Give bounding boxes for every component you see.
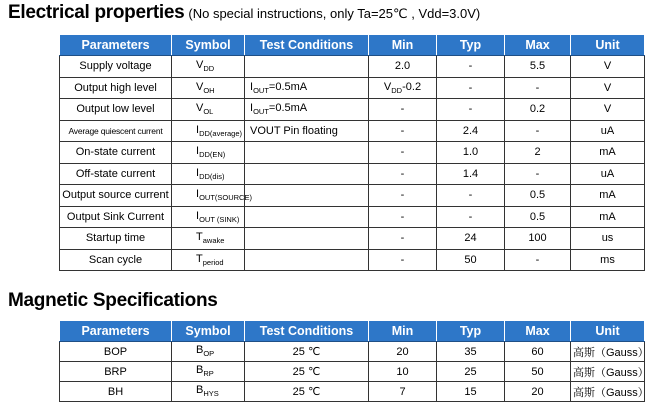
symbol-cell — [172, 228, 245, 250]
param-cell: On-state current — [60, 142, 172, 164]
typ-cell: 1.4 — [437, 163, 505, 185]
table-row — [60, 206, 645, 228]
min-cell: 2.0 — [369, 56, 437, 78]
unit-cell: mA — [571, 185, 645, 207]
condition-subscript: OUT — [253, 85, 269, 95]
symbol-subscript: OL — [203, 107, 214, 117]
symbol-main: I — [196, 209, 200, 222]
table-row — [60, 185, 645, 207]
min-cell: - — [369, 163, 437, 185]
typ-cell: - — [437, 99, 505, 121]
min-cell: - — [369, 142, 437, 164]
table-row — [60, 382, 645, 402]
min-rest: -0.2 — [402, 80, 422, 93]
symbol-cell — [172, 142, 245, 164]
symbol-text — [174, 102, 242, 116]
max-cell: - — [505, 120, 571, 142]
condition-cell — [245, 56, 369, 78]
condition-cell — [245, 163, 369, 185]
header-parameters: Parameters — [60, 321, 172, 342]
condition-cell — [245, 228, 369, 250]
typ-cell: - — [437, 56, 505, 78]
magnetic-table — [59, 320, 649, 402]
header-typ: Typ — [437, 35, 505, 56]
typ-cell: 25 — [437, 362, 505, 382]
max-cell: 50 — [505, 362, 571, 382]
symbol-text — [174, 81, 242, 95]
symbol-cell — [172, 362, 245, 382]
max-cell: 0.5 — [505, 206, 571, 228]
table-row — [60, 342, 645, 362]
typ-cell: 2.4 — [437, 120, 505, 142]
table-row — [60, 77, 645, 99]
header-min: Min — [369, 35, 437, 56]
unit-cell: ms — [571, 249, 645, 271]
header-min: Min — [369, 321, 437, 342]
min-subscript: DD — [391, 85, 403, 95]
symbol-cell — [172, 163, 245, 185]
param-cell: Supply voltage — [60, 56, 172, 78]
min-cell: - — [369, 99, 437, 121]
typ-cell: 15 — [437, 382, 505, 402]
symbol-text — [174, 210, 242, 224]
typ-cell: 35 — [437, 342, 505, 362]
param-cell: Output high level — [60, 77, 172, 99]
symbol-cell — [172, 249, 245, 271]
electrical-subtitle: (No special instructions, only Ta=25℃ , Vdd=3.0V) — [188, 6, 481, 21]
symbol-subscript: OUT(SOURCE) — [199, 193, 252, 203]
param-cell: BH — [60, 382, 172, 402]
symbol-text — [174, 167, 242, 181]
header-parameters: Parameters — [60, 35, 172, 56]
symbol-subscript: awake — [202, 236, 225, 246]
condition-cell — [245, 185, 369, 207]
symbol-subscript: RP — [203, 369, 214, 379]
symbol-text — [174, 344, 242, 358]
typ-cell: - — [437, 77, 505, 99]
table-row — [60, 228, 645, 250]
min-cell: - — [369, 206, 437, 228]
typ-cell: 1.0 — [437, 142, 505, 164]
unit-cell: V — [571, 77, 645, 99]
param-cell: Output Sink Current — [60, 206, 172, 228]
unit-cell: 高斯（Gauss） — [571, 342, 645, 362]
unit-cell: mA — [571, 206, 645, 228]
magnetic-heading — [8, 290, 218, 312]
min-cell: 7 — [369, 382, 437, 402]
typ-cell: - — [437, 206, 505, 228]
condition-subscript: OUT — [253, 107, 269, 117]
symbol-subscript: DD — [203, 64, 215, 74]
condition-rest: =0.5mA — [268, 102, 308, 115]
condition-main: I — [250, 80, 254, 93]
condition-main: I — [250, 102, 254, 115]
unit-cell: uA — [571, 163, 645, 185]
table-row — [60, 99, 645, 121]
symbol-text — [174, 145, 242, 159]
min-main: V — [383, 80, 392, 93]
condition-cell: 25 ℃ — [245, 362, 369, 382]
symbol-cell — [172, 56, 245, 78]
max-cell: 5.5 — [505, 56, 571, 78]
condition-rest: =0.5mA — [268, 80, 308, 93]
condition-cell — [245, 99, 369, 121]
condition-cell: VOUT Pin floating — [245, 120, 369, 142]
header-test-conditions: Test Conditions — [245, 35, 369, 56]
param-cell: Startup time — [60, 228, 172, 250]
condition-cell: 25 ℃ — [245, 342, 369, 362]
symbol-subscript: period — [202, 257, 224, 267]
min-cell: - — [369, 120, 437, 142]
max-cell: 100 — [505, 228, 571, 250]
header-max: Max — [505, 35, 571, 56]
symbol-main: T — [196, 231, 203, 244]
symbol-cell — [172, 206, 245, 228]
symbol-subscript: OP — [203, 349, 215, 359]
symbol-subscript: OUT (SINK) — [199, 214, 240, 224]
symbol-text — [174, 364, 242, 378]
min-cell — [369, 77, 437, 99]
symbol-main: I — [196, 145, 200, 158]
max-cell: - — [505, 249, 571, 271]
electrical-header-row — [60, 35, 645, 56]
symbol-main: V — [196, 102, 204, 115]
header-symbol: Symbol — [172, 35, 245, 56]
unit-cell: us — [571, 228, 645, 250]
condition-cell — [245, 77, 369, 99]
condition-cell: 25 ℃ — [245, 382, 369, 402]
min-cell: - — [369, 228, 437, 250]
condition-cell — [245, 142, 369, 164]
symbol-cell — [172, 99, 245, 121]
min-cell: - — [369, 185, 437, 207]
electrical-heading — [8, 2, 480, 24]
condition-cell — [245, 206, 369, 228]
symbol-text — [174, 188, 252, 203]
symbol-main: B — [196, 384, 204, 397]
max-cell: 20 — [505, 382, 571, 402]
table-row — [60, 120, 645, 142]
symbol-subscript: HYS — [203, 389, 219, 399]
header-symbol: Symbol — [172, 321, 245, 342]
param-cell: Scan cycle — [60, 249, 172, 271]
symbol-subscript: DD(average) — [199, 128, 242, 138]
param-cell: BRP — [60, 362, 172, 382]
electrical-title: Electrical properties — [8, 2, 185, 23]
header-unit: Unit — [571, 35, 645, 56]
param-cell: Average quiescent current — [60, 120, 172, 142]
symbol-cell — [172, 185, 252, 207]
symbol-text — [174, 124, 242, 138]
typ-cell: - — [437, 185, 505, 207]
max-cell: 0.2 — [505, 99, 571, 121]
symbol-main: T — [196, 252, 203, 265]
symbol-main: I — [196, 166, 200, 179]
min-cell: 10 — [369, 362, 437, 382]
symbol-text — [174, 59, 242, 73]
unit-cell: V — [571, 56, 645, 78]
unit-cell: mA — [571, 142, 645, 164]
header-max: Max — [505, 321, 571, 342]
header-unit: Unit — [571, 321, 645, 342]
param-cell: Output source current — [60, 185, 172, 207]
param-cell: Output low level — [60, 99, 172, 121]
unit-cell: V — [571, 99, 645, 121]
max-cell: 0.5 — [505, 185, 571, 207]
param-cell: Off-state current — [60, 163, 172, 185]
symbol-subscript: DD(EN) — [199, 150, 226, 160]
table-row — [60, 362, 645, 382]
unit-cell: 高斯（Gauss） — [571, 382, 645, 402]
min-cell: - — [369, 249, 437, 271]
param-cell: BOP — [60, 342, 172, 362]
symbol-main: I — [196, 123, 200, 136]
symbol-text — [174, 384, 242, 398]
max-cell: - — [505, 163, 571, 185]
electrical-table — [59, 34, 645, 271]
table-row — [60, 56, 645, 78]
table-row — [60, 163, 645, 185]
symbol-main: B — [196, 364, 204, 377]
table-row — [60, 142, 645, 164]
max-cell: 60 — [505, 342, 571, 362]
unit-cell: 高斯（Gauss） — [571, 362, 645, 382]
unit-cell: uA — [571, 120, 645, 142]
max-cell: - — [505, 77, 571, 99]
magnetic-header-row — [60, 321, 645, 342]
header-test-conditions: Test Conditions — [245, 321, 369, 342]
symbol-main: B — [196, 344, 204, 357]
symbol-cell — [172, 120, 245, 142]
max-cell: 2 — [505, 142, 571, 164]
header-typ: Typ — [437, 321, 505, 342]
typ-cell: 50 — [437, 249, 505, 271]
magnetic-title: Magnetic Specifications — [8, 290, 218, 311]
symbol-main: V — [196, 59, 204, 72]
symbol-subscript: DD(dis) — [199, 171, 225, 181]
symbol-text — [174, 231, 242, 245]
symbol-main: V — [196, 80, 204, 93]
min-cell: 20 — [369, 342, 437, 362]
typ-cell: 24 — [437, 228, 505, 250]
symbol-subscript: OH — [203, 85, 215, 95]
symbol-cell — [172, 77, 245, 99]
condition-cell — [245, 249, 369, 271]
symbol-text — [174, 253, 242, 267]
symbol-cell — [172, 342, 245, 362]
symbol-main: I — [196, 188, 200, 201]
symbol-cell — [172, 382, 245, 402]
table-row — [60, 249, 645, 271]
